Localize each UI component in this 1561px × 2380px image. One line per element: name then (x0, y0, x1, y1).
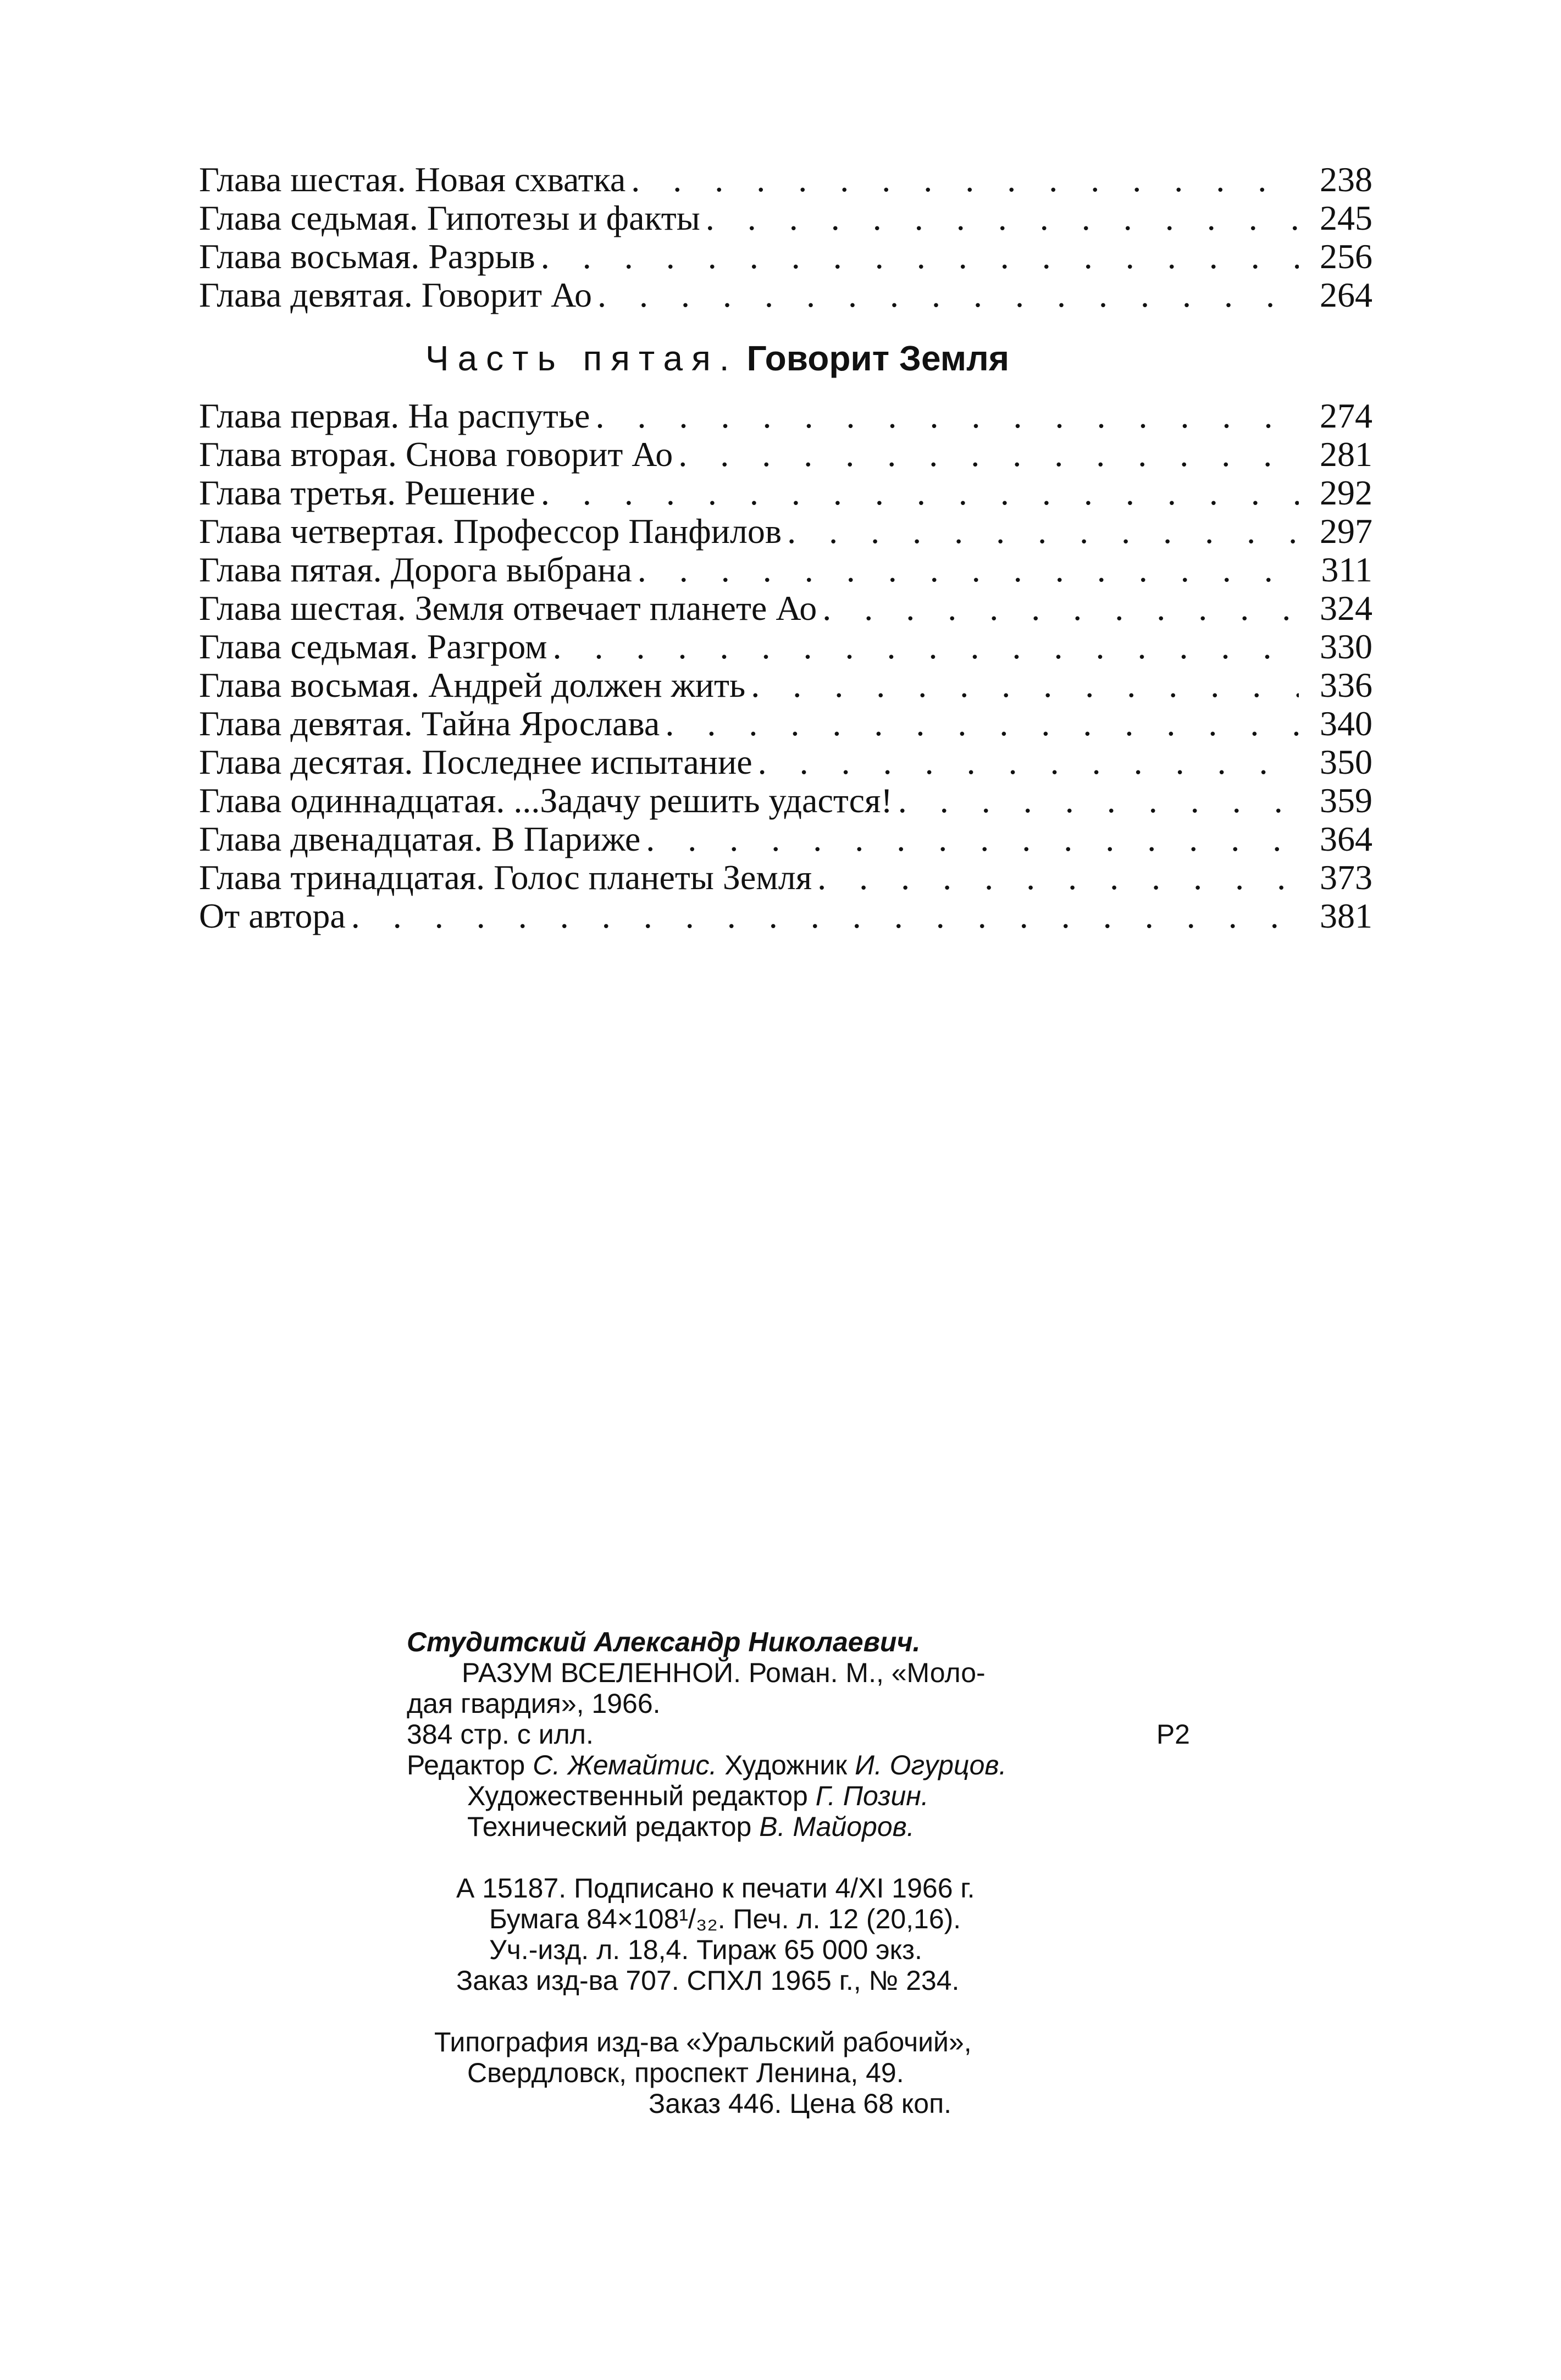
imprint-pages-row (407, 1719, 1190, 1750)
toc-entry (199, 897, 1372, 935)
toc-entry-title: Глава десятая. Последнее испытание (199, 742, 752, 781)
toc-entry (199, 397, 1372, 435)
dot-leader (597, 276, 1299, 314)
toc-entry (199, 820, 1372, 858)
dot-leader (541, 237, 1299, 276)
toc-entry-page: 350 (1320, 742, 1372, 781)
toc-entry (199, 858, 1372, 897)
imprint-code: Р2 (1156, 1719, 1190, 1750)
toc-entry-page: 238 (1320, 160, 1372, 199)
imprint-printer (407, 2027, 1220, 2119)
dot-leader (787, 512, 1299, 551)
dot-leader (595, 397, 1299, 435)
part-heading (199, 336, 1236, 381)
toc-bottom (199, 397, 1372, 935)
printer-line: Типография изд-ва «Уральский рабочий», (434, 2027, 972, 2057)
toc-entry (199, 512, 1372, 551)
toc-entry-title: Глава седьмая. Гипотезы и факты (199, 198, 700, 237)
imprint-author: Студитский Александр Николаевич. (407, 1627, 921, 1657)
imprint-credits-line (407, 1780, 1220, 1811)
dot-leader (751, 666, 1299, 704)
printer-line: Свердловск, проспект Ленина, 49. (467, 2057, 904, 2088)
toc-entry-page: 297 (1320, 512, 1372, 551)
toc-entry-title: Глава девятая. Тайна Ярослава (199, 704, 660, 743)
dot-leader (678, 435, 1299, 474)
toc-entry-title: Глава восьмая. Разрыв (199, 237, 535, 276)
tech-editor-name: В. Майоров. (759, 1811, 915, 1842)
print-detail-line: Уч.-изд. л. 18,4. Тираж 65 000 экз. (489, 1934, 922, 1965)
toc-entry-title: Глава первая. На распутье (199, 396, 590, 435)
print-detail-line: Бумага 84×108¹/₃₂. Печ. л. 12 (20,16). (489, 1904, 961, 1934)
toc-entry (199, 666, 1372, 704)
artist-name: И. Огурцов. (855, 1750, 1007, 1780)
toc-entry (199, 551, 1372, 589)
imprint-print-details (407, 1873, 1220, 1996)
dot-leader (638, 551, 1299, 589)
imprint-title-line: дая гвардия», 1966. (407, 1688, 661, 1719)
toc-entry-page: 274 (1320, 396, 1372, 435)
toc-entry-page: 256 (1320, 237, 1372, 276)
toc-entry-title: Глава восьмая. Андрей должен жить (199, 665, 746, 704)
toc-top (199, 160, 1372, 314)
toc-entry-title: Глава шестая. Земля отвечает планете Ао (199, 589, 817, 628)
dot-leader (817, 858, 1299, 897)
imprint-credits-line (407, 1811, 1220, 1842)
toc-entry-page: 324 (1320, 589, 1372, 628)
toc-entry-page: 311 (1321, 550, 1372, 589)
part-label: Часть пятая. (425, 339, 738, 378)
imprint-pages: 384 стр. с илл. (407, 1719, 594, 1750)
editor-label: Редактор (407, 1750, 525, 1780)
toc-entry-page: 373 (1320, 858, 1372, 897)
toc-entry-page: 330 (1320, 627, 1372, 666)
dot-leader (665, 704, 1299, 743)
toc-entry (199, 628, 1372, 666)
toc-entry-title: Глава вторая. Снова говорит Ао (199, 435, 673, 474)
toc-entry-title: Глава тринадцатая. Голос планеты Земля (199, 858, 812, 897)
toc-entry (199, 474, 1372, 512)
dot-leader (706, 199, 1299, 237)
toc-entry (199, 160, 1372, 199)
print-detail-line: Заказ изд-ва 707. СПХЛ 1965 г., № 234. (456, 1965, 960, 1996)
toc-entry-title: Глава девятая. Говорит Ао (199, 275, 593, 314)
print-detail-line: А 15187. Подписано к печати 4/XI 1966 г. (456, 1873, 975, 1904)
toc-entry-title: Глава одиннадцатая. ...Задачу решить удастся! (199, 781, 893, 820)
toc-entry (199, 276, 1372, 314)
toc-entry-title: Глава седьмая. Разгром (199, 627, 547, 666)
imprint (407, 1627, 1220, 2119)
toc-entry-page: 340 (1320, 704, 1372, 743)
dot-leader (541, 474, 1299, 512)
toc-entry (199, 237, 1372, 276)
toc-entry (199, 199, 1372, 237)
toc-entry-page: 336 (1320, 665, 1372, 704)
toc-entry-title: От автора (199, 896, 346, 935)
toc-entry (199, 743, 1372, 781)
artist-label: Художник (724, 1750, 848, 1780)
imprint-credits-line (407, 1750, 1220, 1780)
dot-leader (553, 628, 1299, 666)
toc-entry-page: 381 (1320, 896, 1372, 935)
toc-entry-title: Глава шестая. Новая схватка (199, 160, 626, 199)
toc-entry (199, 781, 1372, 820)
toc-entry (199, 589, 1372, 628)
tech-editor-label: Технический редактор (467, 1811, 752, 1842)
toc-entry-title: Глава пятая. Дорога выбрана (199, 550, 632, 589)
printer-line: Заказ 446. Цена 68 коп. (649, 2088, 952, 2119)
toc-entry-title: Глава третья. Решение (199, 473, 535, 512)
dot-leader (631, 160, 1299, 199)
toc-entry-page: 245 (1320, 198, 1372, 237)
part-title: Говорит Земля (746, 339, 1010, 378)
dot-leader (351, 897, 1299, 935)
art-editor-label: Художественный редактор (467, 1780, 808, 1811)
toc-entry-title: Глава двенадцатая. В Париже (199, 819, 641, 858)
toc-entry (199, 704, 1372, 743)
dot-leader (898, 781, 1299, 820)
toc-entry-page: 359 (1320, 781, 1372, 820)
toc-entry-page: 281 (1320, 435, 1372, 474)
toc-entry (199, 435, 1372, 474)
editor-name: С. Жемайтис. (533, 1750, 717, 1780)
dot-leader (758, 743, 1299, 781)
toc-entry-page: 264 (1320, 275, 1372, 314)
toc-entry-title: Глава четвертая. Профессор Панфилов (199, 512, 782, 551)
imprint-title-line: РАЗУМ ВСЕЛЕННОЙ. Роман. М., «Моло- (462, 1657, 986, 1688)
toc-entry-page: 364 (1320, 819, 1372, 858)
dot-leader (822, 589, 1299, 628)
art-editor-name: Г. Позин. (815, 1780, 929, 1811)
toc-entry-page: 292 (1320, 473, 1372, 512)
dot-leader (646, 820, 1299, 858)
